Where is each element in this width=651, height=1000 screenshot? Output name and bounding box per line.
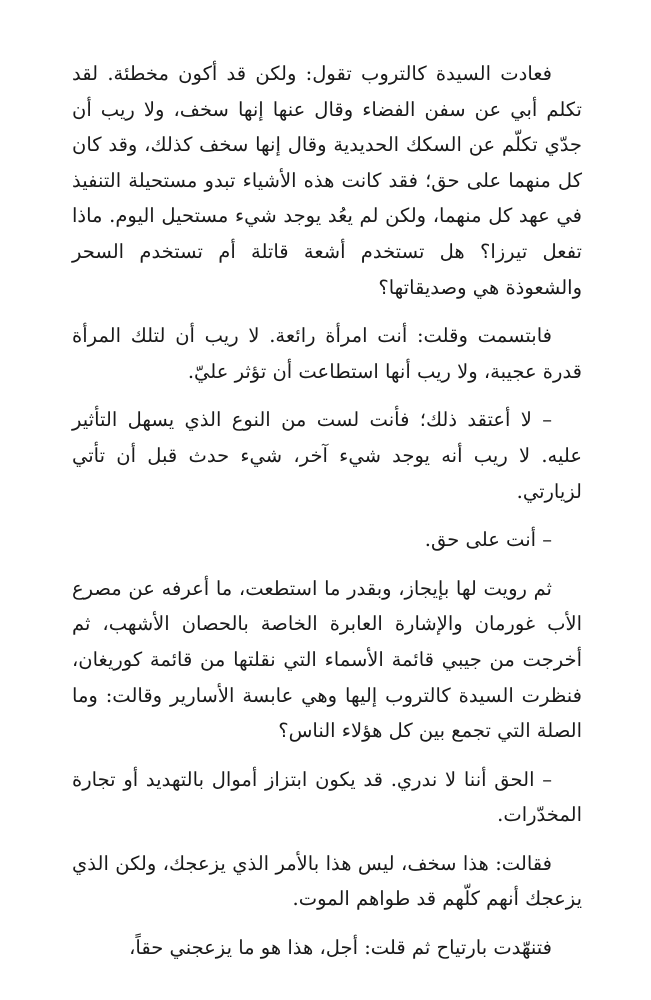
book-page [72, 56, 582, 979]
paragraph: – أنت على حق. [424, 528, 552, 552]
paragraph: ثم رويت لها بإيجاز، وبقدر ما استطعت، ما أعرفه عن مصرع الأب غورمان والإشارة العابرة الخاصة بالحصان الأشهب، ثم أخرجت من جيبي قائمة الأسماء التي نقلتها من قائمة كوريغان، فنظرت السيدة كالتروب إليها وهي عابسة الأسارير وقالت: وما الصلة التي تجمع بين كل هؤلاء الناس؟ [72, 576, 582, 743]
paragraph: فتنهّدت بارتياح ثم قلت: أجل، هذا هو ما يزعجني حقاً، [129, 936, 552, 960]
paragraph: فقالت: هذا سخف، ليس هذا بالأمر الذي يزعجك، ولكن الذي يزعجك أنهم كلّهم قد طواهم الموت. [72, 851, 582, 911]
paragraph: فابتسمت وقلت: أنت امرأة رائعة. لا ريب أن لتلك المرأة قدرة عجيبة، ولا ريب أنها استطاعت أن تؤثر عليّ. [72, 324, 582, 383]
paragraph: فعادت السيدة كالتروب تقول: ولكن قد أكون مخطئة. لقد تكلم أبي عن سفن الفضاء وقال عنها إنها سخف، ولا ريب أن جدّي تكلّم عن السكك الحديدية وقال إنها سخف كذلك، وقد كان كل منهما على حق؛ فقد كانت هذه الأشياء تبدو مستحيلة التنفيذ في عهد كل منهما، ولكن لم يعُد يوجد شيء مستحيل اليوم. ماذا تفعل تيرزا؟ هل تستخدم أشعة قاتلة أم تستخدم السحر والشعوذة هي وصديقاتها؟ [72, 62, 582, 299]
paragraph: – لا أعتقد ذلك؛ فأنت لست من النوع الذي يسهل التأثير عليه. لا ريب أنه يوجد شيء آخر، شيء حدث قبل أن تأتي لزيارتي. [72, 408, 582, 503]
paragraph: – الحق أننا لا ندري. قد يكون ابتزاز أموال بالتهديد أو تجارة المخدّرات. [72, 767, 582, 827]
